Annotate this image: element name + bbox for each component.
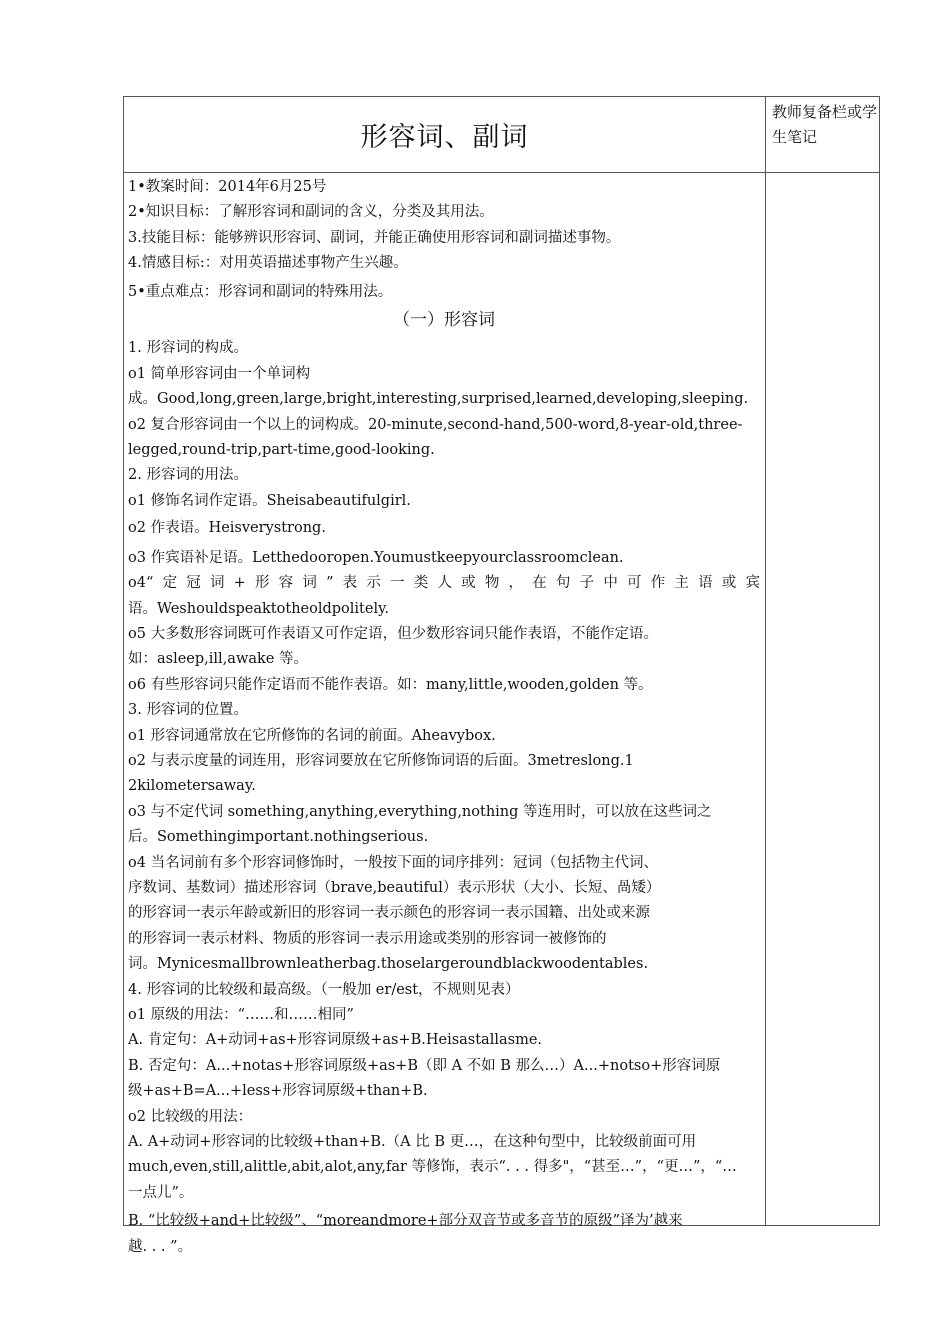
text-line: 级+as+B=A...+less+形容词原级+than+B. (128, 1083, 428, 1100)
text-line: 4.情感目标:：对用英语描述事物产生兴趣。 (128, 255, 408, 272)
page-title: 形容词、副词 (360, 122, 529, 153)
text-line: 1•教案时间：2014年6月25号 (128, 179, 327, 195)
text-line: o1 形容词通常放在它所修饰的名词的前面。Aheavybox. (128, 727, 496, 744)
text-line: 语。Weshouldspeaktotheoldpolitely. (128, 600, 389, 617)
text-line: 后。Somethingimportant.nothingserious. (128, 829, 429, 846)
text-line: 越. . . ”。 (128, 1238, 193, 1255)
text-line: o3 与不定代词 something,anything,everything,nothing 等连用时，可以放在这些词之 (128, 803, 712, 820)
text-line: 的形容词一表示材料、物质的形容词一表示用途或类别的形容词一被修饰的 (128, 930, 607, 947)
text-line: 词。Mynicesmallbrownleatherbag.thoselargeroundblackwoodentables. (128, 956, 649, 973)
text-line: 4. 形容词的比较级和最高级。（一般加 er/est，不规则见表） (128, 981, 520, 998)
text-line: o1 原级的用法：“……和……相同” (128, 1007, 354, 1023)
lesson-table (123, 96, 880, 1255)
text-line: o4“定冠词+形容词”表示一类人或物，在句子中可作主语或宾 (128, 575, 760, 592)
header-divider (124, 172, 879, 173)
text-line: 5•重点难点：形容词和副词的特殊用法。 (128, 283, 393, 300)
column-divider (765, 97, 766, 1225)
text-line: A. 肯定句：A+动词+as+形容词原级+as+B.Heisastallasme. (128, 1032, 543, 1049)
text-line: o2 与表示度量的词连用，形容词要放在它所修饰词语的后面。3metreslong.1 (128, 752, 634, 769)
text-line: 2kilometersaway. (128, 778, 256, 795)
text-line: o6 有些形容词只能作定语而不能作表语。如：many,little,wooden,golden 等。 (128, 676, 653, 693)
text-line: o3 作宾语补足语。Letthedooropen.Youmustkeepyourclassroomclean. (128, 549, 624, 566)
text-line: A. A+动词+形容词的比较级+than+B.（A 比 B 更…，在这种句型中，比较级前面可用 (128, 1134, 697, 1151)
text-line: o2 比较级的用法： (128, 1108, 253, 1125)
text-line: legged,round-trip,part-time,good-looking. (128, 442, 435, 459)
lesson-content (128, 175, 760, 1260)
text-line: much,even,still,alittle,abit,alot,any,far 等修饰，表示“. . . 得多"，“甚至…”，“更…”，“… (128, 1159, 737, 1176)
text-line: o4 当名词前有多个形容词修饰时，一般按下面的词序排列：冠词（包括物主代词、 (128, 854, 659, 871)
text-line: 序数词、基数词）描述形容词（brave,beautiful）表示形状（大小、长短、咼矮） (128, 879, 661, 896)
text-line: B. 否定句：A...+notas+形容词原级+as+B（即 A 不如 B 那么…）A...+notso+形容词原 (128, 1057, 721, 1074)
text-line: o2 复合形容词由一个以上的词构成。20-minute,second-hand,500-word,8-year-old,three- (128, 416, 743, 433)
text-line: 的形容词一表示年龄或新旧的形容词一表示颜色的形容词一表示国籍、出处或来源 (128, 905, 650, 922)
text-line: 如：asleep,ill,awake 等。 (128, 651, 308, 668)
text-line: 1. 形容词的构成。 (128, 340, 248, 357)
text-line: 2•知识目标：了解形容词和副词的含义，分类及其用法。 (128, 204, 494, 221)
side-note-header: 教师复备栏或学生笔记 (772, 103, 878, 146)
text-line: 一点儿”。 (128, 1184, 194, 1201)
text-line: o5 大多数形容词既可作表语又可作定语，但少数形容词只能作表语，不能作定语。 (128, 625, 659, 642)
text-line: B. “比较级+and+比较级”、“moreandmore+部分双音节或多音节的原级”译为’越来 (128, 1213, 683, 1230)
text-line: 3. 形容词的位置。 (128, 702, 248, 719)
text-line: o1 简单形容词由一个单词构 (128, 365, 311, 382)
text-line: 2. 形容词的用法。 (128, 467, 248, 484)
text-line: 成。Good,long,green,large,bright,interesting,surprised,learned,developing,sleeping. (128, 391, 749, 408)
text-line: 3.技能目标：能够辨识形容词、副词，并能正确使用形容词和副词描述事物。 (128, 229, 621, 246)
text-line: o1 修饰名词作定语。Sheisabeautifulgirl. (128, 492, 411, 509)
section-heading: （一）形容词 (393, 310, 495, 331)
text-line: o2 作表语。Heisverystrong. (128, 520, 326, 537)
